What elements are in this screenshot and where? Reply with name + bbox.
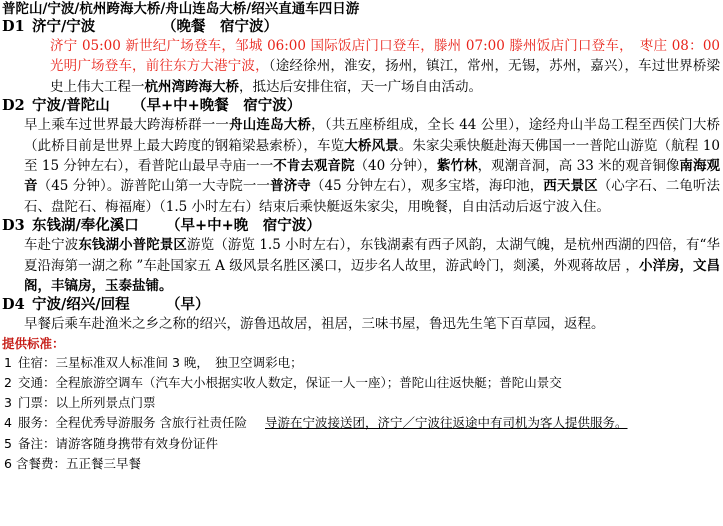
day-label: D3 [2,217,25,235]
day-1-header [2,18,722,36]
day-meals: （早+中+晚 宿宁波） [166,217,321,235]
day-highlight: 大桥风景 [344,137,399,154]
item-number: 5 [4,435,12,451]
day-text: ，观潮音洞，高 33 米的观音铜像 [477,158,680,175]
standard-item-meals [2,454,722,474]
day-text: （45 分钟左右），观多宝塔，海印池， [310,178,544,195]
day-2-description [2,115,722,217]
document-title: 普陀山/宁波/杭州跨海大桥/舟山连岛大桥/绍兴直通车四日游 [2,1,360,17]
standard-item-transport [2,373,722,393]
standards-heading: 提供标准： [2,335,65,351]
item-number: 4 [4,415,12,431]
standard-item-service [2,413,722,433]
day-highlight: 西天景区 [543,178,598,195]
day-text: 游览（游览 1.5 小时左右），东钱湖素有西子风韵，太湖气魄，是杭州西湖的四倍，有“华夏沿海第一湖之称 ”车赴国家五 A 级风景名胜区溪口，迈步名人故里，游武岭门，剡溪，外观蒋故居 ， [24,237,721,274]
day-highlight: 杭州湾跨海大桥 [144,78,239,95]
day-text: ，抵达后安排住宿，天一广场自由活动。 [239,78,482,95]
item-label: 住宿： [18,354,56,370]
item-text: 全程优秀导游服务 含旅行社责任险 [55,415,247,431]
day-label: D4 [2,296,25,314]
day-4-description [2,314,722,334]
day-highlight: 小洋房，文昌阁，丰镐房，玉泰盐铺。 [24,257,721,295]
day-3-header [2,217,722,235]
day-text: （心字石、二龟听法石、盘陀石、梅福庵）（1.5 小时左右）结束后乘快艇返朱家尖，用晚餐，自由活动后返宁波入住。 [24,178,721,215]
item-text: 以上所列景点门票 [55,395,156,411]
item-text: 五正餐三早餐 [66,455,142,471]
day-highlight: 普济寺 [270,178,311,195]
standard-item-accommodation [2,353,722,373]
day-4-header [2,296,722,314]
item-label: 交通： [18,375,56,391]
day-route: 宁波/绍兴/回程 [32,296,130,314]
item-number: 3 [4,395,12,411]
item-text: 全程旅游空调车（汽车大小根据实收人数定，保证一人一座）；普陀山往返快艇；普陀山景交 [55,375,562,391]
item-label: 门票： [18,395,56,411]
item-label: 含餐费： [16,455,67,471]
day-text: 早餐后乘车赴渔米之乡之称的绍兴，游鲁迅故居，祖居，三味书屋，鲁迅先生笔下百草园，返程。 [24,316,605,333]
day-1-description [2,36,722,97]
day-meals: （早+中+晚餐 宿宁波） [132,97,302,115]
item-text: 三星标准双人标准间 3 晚， 独卫空调彩电； [55,354,303,370]
day-route: 宁波/普陀山 [32,97,110,115]
standard-item-notes [2,434,722,454]
day-text: （途经徐州，淮安，扬州，镇江，常州，无锡，苏州，嘉兴），车过世界桥梁史上伟大工程一 [50,58,721,95]
item-number: 6 [4,455,12,471]
item-text: 请游客随身携带有效身份证件 [55,435,219,451]
day-3-description [2,235,722,296]
item-extra-note: 导游在宁波接送团，济宁／宁波往返途中有司机为客人提供服务。 [265,415,628,431]
day-1-boarding-text: 济宁 05:00 新世纪广场登车，邹城 06:00 国际饭店门口登车，滕州 07:00 滕州饭店门口登车， 枣庄 08：00 光明广场登车，前往东方大港宁波， [50,38,720,75]
day-highlight: 东钱湖小普陀景区 [78,237,188,254]
itinerary-document [2,1,722,474]
day-label: D1 [2,18,25,35]
day-highlight: 南海观音 [24,158,721,195]
day-text: 。朱家尖乘快艇赴海天佛国一一普陀山游览（航程 10 至 15 分钟左右），看普陀山最早寺庙一一 [24,137,720,175]
day-highlight: 紫竹林 [436,158,478,175]
standard-item-tickets [2,393,722,413]
item-number: 2 [4,375,12,391]
day-label: D2 [2,97,25,115]
item-label: 服务： [18,415,56,431]
item-number: 1 [4,354,12,370]
day-text: ，（共五座桥组成，全长 44 公里），途经舟山半岛工程至西侯门大桥（此桥目前是世界上最大跨度的钢箱梁悬索桥），车览 [24,117,721,154]
day-highlight: 舟山连岛大桥 [229,117,312,134]
day-meals: （早） [166,296,210,314]
day-text: 车赴宁波 [24,237,79,254]
day-text: （40 分钟）， [354,158,437,175]
service-standards [2,335,722,474]
day-route: 济宁/宁波 [32,18,96,35]
day-text: 早上乘车过世界最大跨海桥群一一 [24,117,230,134]
day-text: （45 分钟）。游普陀山第一大寺院一一 [37,178,271,195]
day-route: 东钱湖/奉化溪口 [32,217,139,235]
day-highlight: 不肯去观音院 [273,158,355,175]
day-meals: （晚餐 宿宁波） [162,18,278,35]
day-2-header [2,97,722,115]
item-label: 备注： [18,435,56,451]
